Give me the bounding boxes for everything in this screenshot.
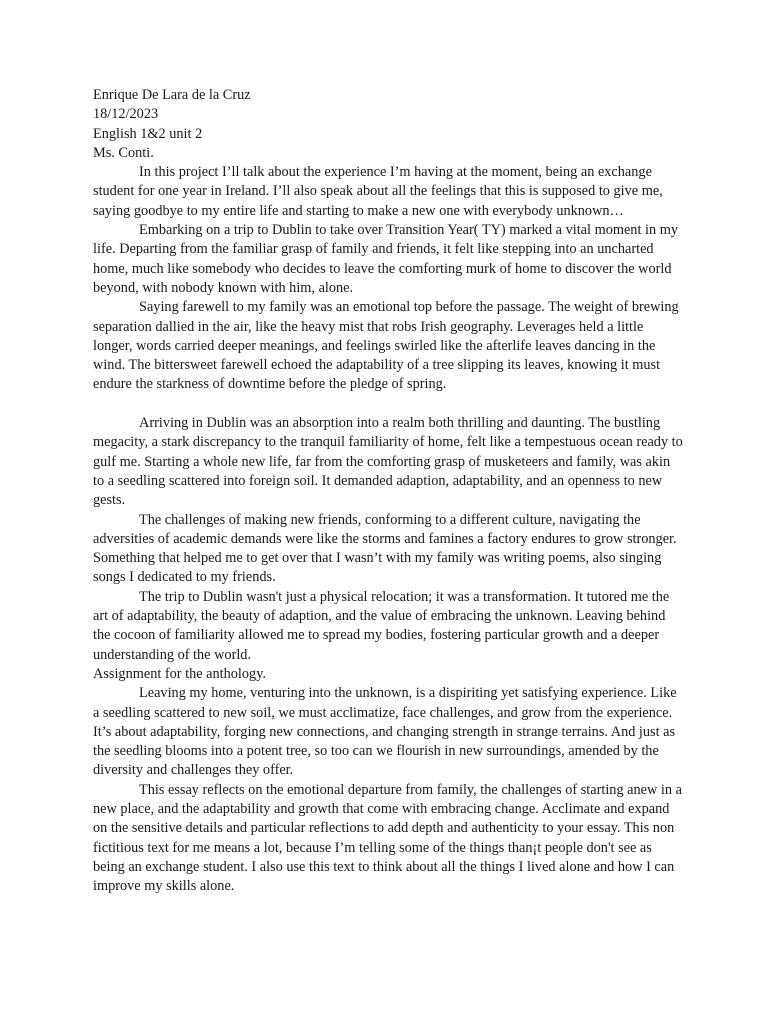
paragraph-embarking: Embarking on a trip to Dublin to take over Transition Year( TY) marked a vital moment in my life. Departing from the familiar grasp of family and friends, it felt like stepping into an uncharted home, much like somebody who decides to leave the comforting murk of home to discover the world beyond, with nobody known with him, alone. [93,222,678,296]
paragraph-transformation: The trip to Dublin wasn't just a physical relocation; it was a transformation. It tutored me the art of adaptability, the beauty of adaption, and the value of embracing the unknown. Leaving behind the cocoon of familiarity allowed me to spread my bodies, fostering particular growth and a deeper understanding of the world. [93,588,670,663]
paragraph-challenges: The challenges of making new friends, conforming to a different culture, navigating the adversities of academic demands were like the storms and famines a factory endures to grow stronger. Something that helped me to get over that I wasn’t with my family was writing poems, also singing songs I dedicated to my friends. [93,511,677,586]
paragraph-spacer [93,395,683,414]
paragraph-arriving: Arriving in Dublin was an absorption into a realm both thrilling and daunting. The bustling megacity, a stark discrepancy to the tranquil familiarity of home, felt like a tempestuous ocean ready to gulf me. Starting a whole new life, far from the comforting grasp of musketeers and family, was akin to a seedling scattered into foreign soil. It demanded adaption, adaptability, and an openness to new gests. [93,415,683,509]
course-name: English 1&2 unit 2 [93,125,203,142]
author-name: Enrique De Lara de la Cruz [93,87,251,103]
document-body [93,86,683,896]
anthology-heading: Assignment for the anthology. [93,665,266,682]
paragraph-reflection: This essay reflects on the emotional departure from family, the challenges of starting anew in a new place, and the adaptability and growth that come with embracing change. Acclimate and expand on the sensitive details and particular reflections to add depth and authenticity to your essay. This non fictitious text for me means a lot, because I’m telling some of the things than¡t people don't see as being an exchange student. I also use this text to think about all the things I lived alone and how I can improve my skills alone. [93,781,682,895]
paragraph-leaving-home: Leaving my home, venturing into the unknown, is a dispiriting yet satisfying experience. Like a seedling scattered to new soil, we must acclimatize, face challenges, and grow from the experience. It’s about adaptability, forging new connections, and changing strength in strange terrains. And just as the seedling blooms into a potent tree, so too can we flourish in new surroundings, amended by the diversity and challenges they offer. [93,685,677,779]
paragraph-intro: In this project I’ll talk about the experience I’m having at the moment, being an exchange student for one year in Ireland. I’ll also speak about all the feelings that this is supposed to give me, saying goodbye to my entire life and starting to make a new one with everybody unknown… [93,164,663,219]
document-date: 18/12/2023 [93,106,159,123]
paragraph-farewell: Saying farewell to my family was an emotional top before the passage. The weight of brewing separation dallied in the air, like the heavy mist that robs Irish geography. Leverages held a little longer, words carried deeper meanings, and feelings swirled like the afterlife leaves dancing in the wind. The bittersweet farewell echoed the adaptability of a tree slipping its leaves, knowing it must endure the starkness of downtime before the pledge of spring. [93,299,679,393]
teacher-name: Ms. Conti. [93,144,154,161]
